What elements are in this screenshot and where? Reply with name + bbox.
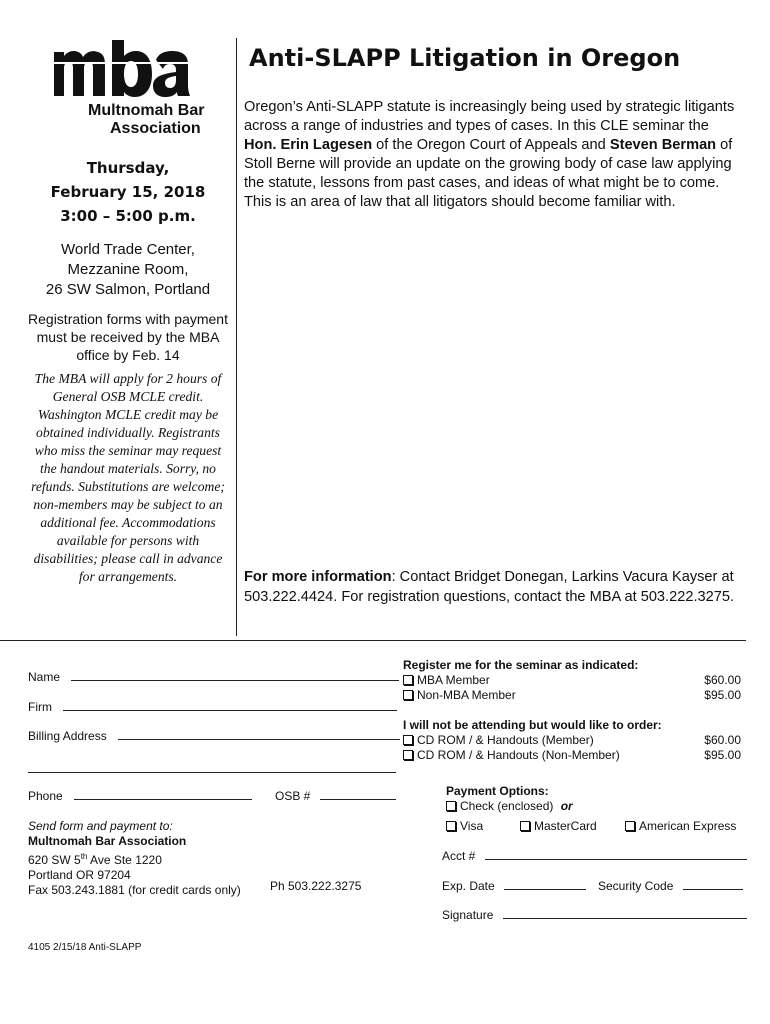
osb-field[interactable] [275,789,396,803]
firm-label: Firm [28,700,52,714]
security-code-label: Security Code [598,879,674,893]
osb-label: OSB # [275,789,311,803]
more-information: For more information: Contact Bridget Donegan, Larkins Vacura Kayser at 503.222.4424. For registration questions, contact the MBA at 503.222.3275. [244,569,735,605]
send-to-city: Portland OR 97204 [28,868,131,882]
checkbox-visa[interactable] [446,821,456,831]
checkbox-mastercard[interactable] [520,821,530,831]
event-date-block [28,156,228,228]
mba-logo [52,40,205,142]
event-day: Thursday, [86,159,170,177]
option-cd-non-member[interactable]: CD ROM / & Handouts (Non-Member) $95.00 [403,748,741,763]
billing-address-line[interactable] [118,729,400,740]
acct-label: Acct # [442,849,476,863]
send-to-org: Multnomah Bar Association [28,834,187,848]
acct-line[interactable] [485,849,747,860]
vertical-divider [236,38,237,636]
payment-heading: Payment Options: [446,784,549,798]
registration-block [403,658,741,763]
event-location [28,240,228,300]
horizontal-divider [0,640,746,641]
org-name-line1: Multnomah Bar [88,102,205,119]
option-non-mba-member[interactable]: Non-MBA Member $95.00 [403,688,741,703]
order-heading: I will not be attending but would like to order: [403,718,662,732]
checkbox-check[interactable] [446,801,456,811]
price-cd-non-member: $95.00 [704,748,741,762]
signature-line[interactable] [503,908,747,919]
mba-phone: Ph 503.222.3275 [270,879,362,893]
acct-field[interactable] [442,849,747,863]
exp-date-label: Exp. Date [442,879,495,893]
checkbox-cd-non-member[interactable] [403,750,413,760]
mba-logo-mark [52,40,200,98]
location-line: 26 SW Salmon, Portland [45,281,211,298]
billing-address-line2[interactable] [28,772,396,773]
payment-check[interactable]: Check (enclosed) or [446,799,573,813]
checkbox-mba-member[interactable] [403,675,413,685]
send-to-block [28,819,241,898]
name-field[interactable] [28,670,399,684]
exp-date-line[interactable] [504,879,586,890]
security-code-field[interactable] [598,879,743,893]
credit-note: The MBA will apply for 2 hours of General OSB MCLE credit. Washington MCLE credit may be obtained individually. Registrants who miss the seminar may request the handout materials. Sorry, no refunds. Substitutions are welcome; non-members may be subject to an additional fee. Accommodations available for persons with disabilities; please call in advance for arrangements. [31,371,225,584]
footer-code: 4105 2/15/18 Anti-SLAPP [28,942,142,953]
seminar-description: Oregon’s Anti-SLAPP statute is increasingly being used by strategic litigants across a range of industries and types of cases. In this CLE seminar the Hon. Erin Lagesen of the Oregon Court of Appeals and Steven Berman of Stoll Berne will provide an update on the growing body of case law applying the statute, lessons from past cases, and ideas of what might be to come. This is an area of law that all litigators should become familiar with. [244,99,735,210]
registration-heading: Register me for the seminar as indicated: [403,658,639,672]
payment-mastercard[interactable]: MasterCard [520,819,597,833]
send-to-address: 620 SW 5th Ave Ste 1220 [28,852,162,867]
exp-date-field[interactable] [442,879,586,893]
name-label: Name [28,670,61,684]
event-date: February 15, 2018 [50,183,206,201]
firm-line[interactable] [63,700,397,711]
payment-visa[interactable]: Visa [446,819,483,833]
more-info-label: For more information [244,569,392,585]
speaker-lagesen: Hon. Erin Lagesen [244,137,373,153]
phone-field[interactable] [28,789,252,803]
or-text: or [560,799,573,813]
speaker-berman: Steven Berman [609,137,717,153]
security-code-line[interactable] [683,879,743,890]
location-line: World Trade Center, [61,241,195,258]
phone-label: Phone [28,789,63,803]
price-cd-member: $60.00 [704,733,741,747]
osb-line[interactable] [320,789,396,800]
checkbox-non-mba-member[interactable] [403,690,413,700]
billing-address-field[interactable] [28,729,400,743]
option-mba-member[interactable]: MBA Member $60.00 [403,673,741,688]
checkbox-amex[interactable] [625,821,635,831]
page-title: Anti-SLAPP Litigation in Oregon [249,44,681,72]
signature-field[interactable] [442,908,747,922]
payment-amex[interactable]: American Express [625,819,736,833]
event-time: 3:00 – 5:00 p.m. [60,207,196,225]
price-non-mba-member: $95.00 [704,688,741,702]
send-to-label: Send form and payment to: [28,819,173,833]
registration-deadline: Registration forms with payment must be received by the MBA office by Feb. 14 [28,311,228,363]
phone-line[interactable] [74,789,252,800]
billing-address-label: Billing Address [28,729,107,743]
price-mba-member: $60.00 [704,673,741,687]
location-line: Mezzanine Room, [67,261,189,278]
send-to-fax: Fax 503.243.1881 (for credit cards only) [28,883,241,897]
firm-field[interactable] [28,700,397,714]
signature-label: Signature [442,908,494,922]
checkbox-cd-member[interactable] [403,735,413,745]
option-cd-member[interactable]: CD ROM / & Handouts (Member) $60.00 [403,733,741,748]
name-line[interactable] [71,670,399,681]
org-name-line2: Association [110,120,201,137]
